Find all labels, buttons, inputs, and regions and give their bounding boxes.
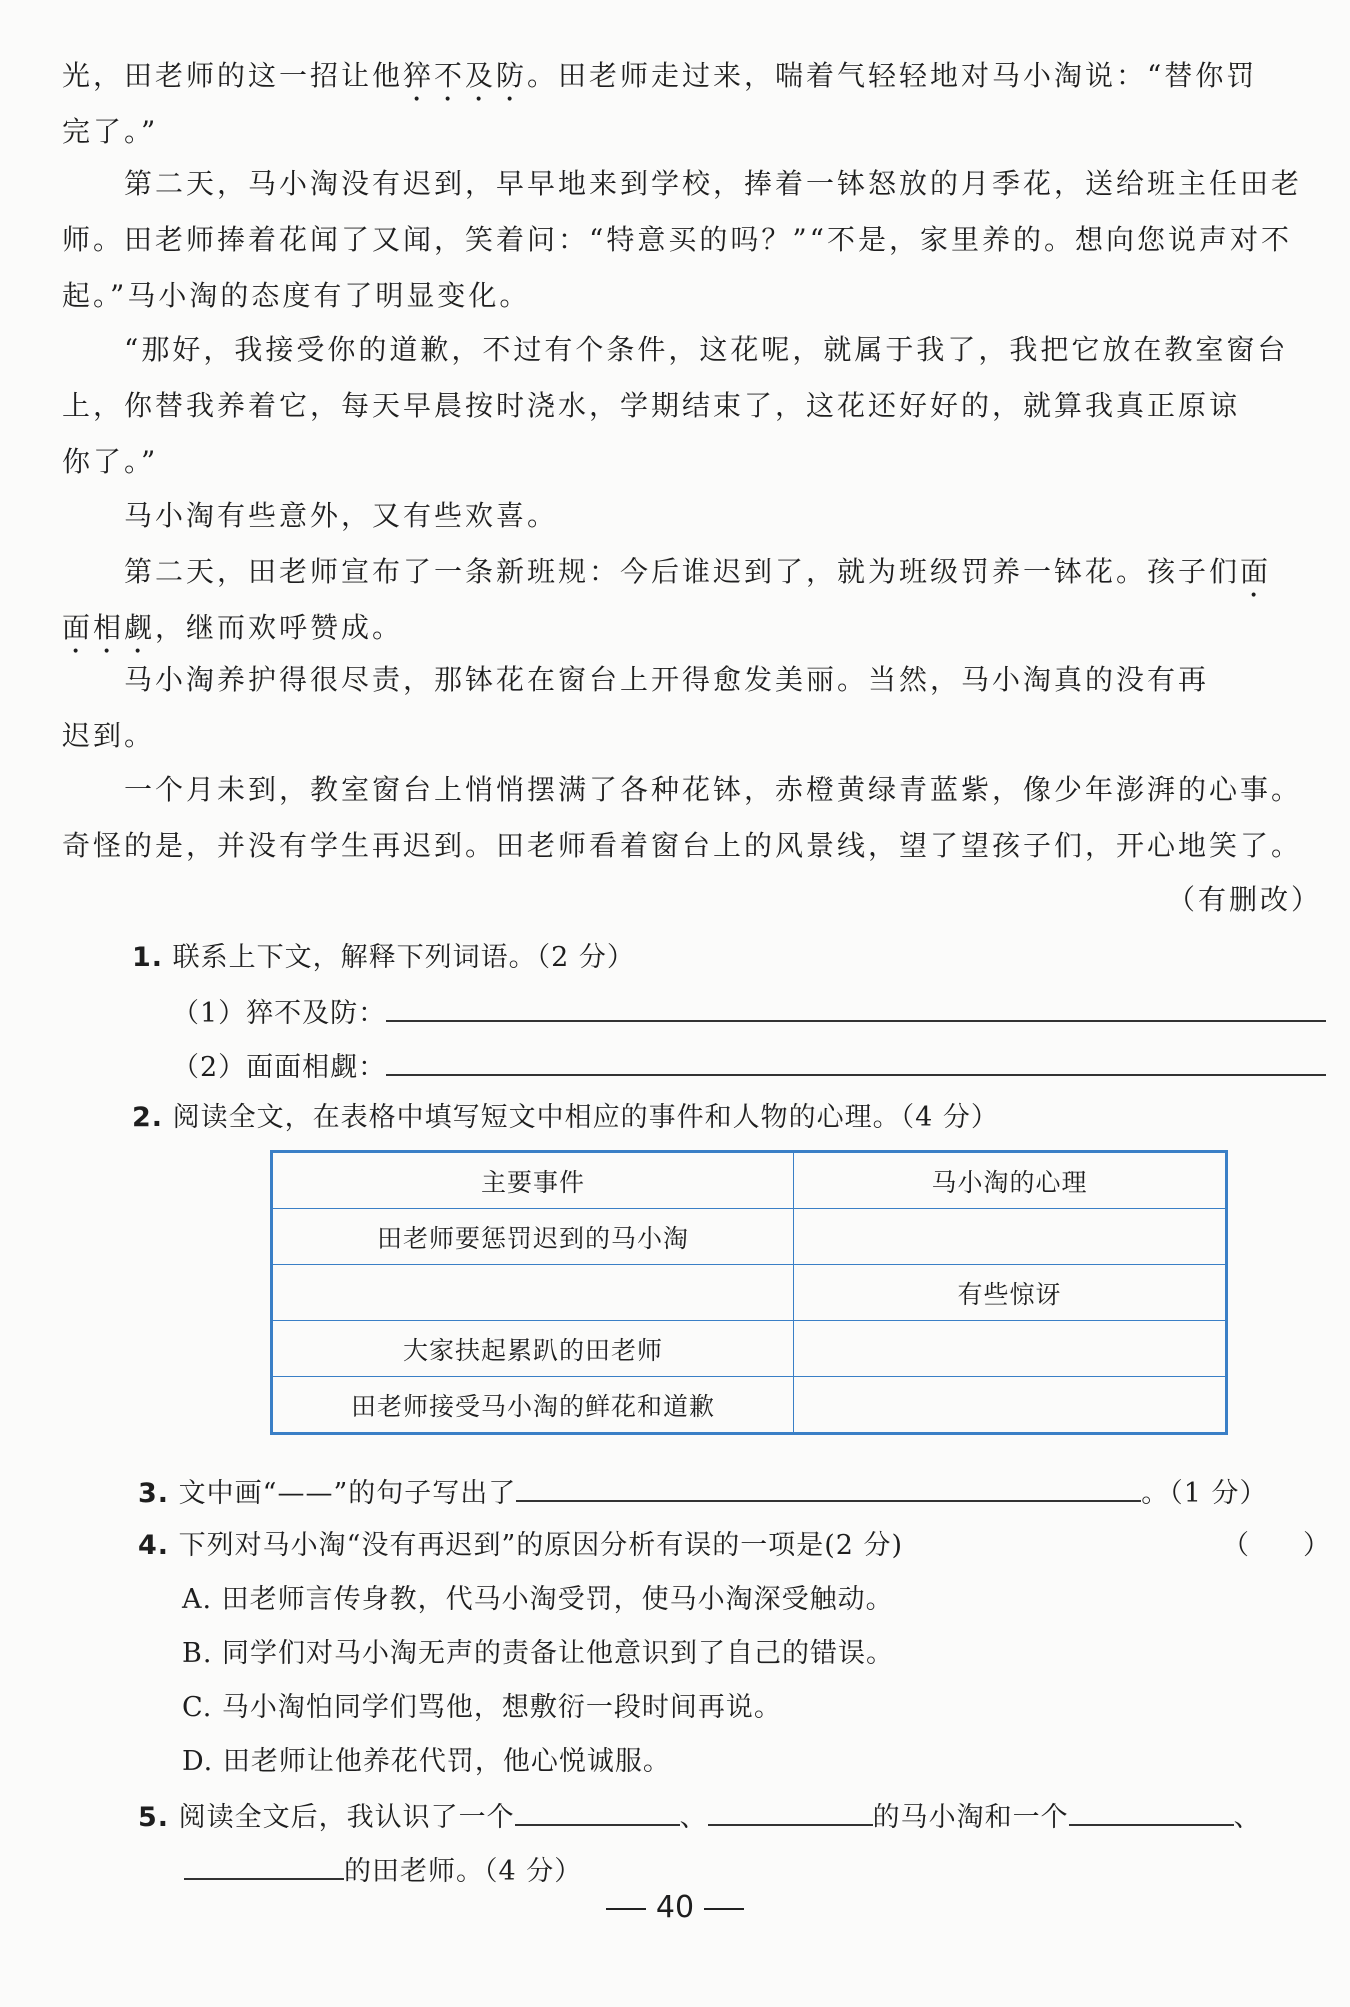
answer-cell[interactable] [794, 1377, 1227, 1434]
passage-text: 光，田老师的这一招让他 [62, 59, 404, 92]
question-5 [138, 1796, 1262, 1838]
table-cell: 田老师要惩罚迟到的马小淘 [272, 1209, 794, 1265]
option-a[interactable]: A. 田老师言传身教，代马小淘受罚，使马小淘深受触动。 [182, 1584, 894, 1615]
question-text: 的马小淘和一个 [872, 1802, 1069, 1833]
passage-line-13: 迟到。 [62, 719, 156, 752]
question-1 [132, 938, 635, 978]
passage-line-8: 你了。” [62, 445, 159, 478]
question-number: 3. [138, 1478, 170, 1509]
answer-blank[interactable] [708, 1796, 873, 1826]
passage-line-14: 一个月未到，教室窗台上悄悄摆满了各种花钵，赤橙黄绿青蓝紫，像少年澎湃的心事。 [124, 773, 1303, 806]
events-table [270, 1150, 1228, 1435]
answer-cell[interactable] [794, 1209, 1227, 1265]
question-2 [132, 1098, 999, 1138]
page-number [0, 1890, 1350, 1925]
passage-text: 第二天，田老师宣布了一条新班规：今后谁迟到了，就为班级罚养一钵花。孩子们 [124, 555, 1241, 588]
option-b[interactable]: B. 同学们对马小淘无声的责备让他意识到了自己的错误。 [182, 1638, 895, 1669]
passage-line-10 [124, 552, 1350, 604]
table-row [272, 1377, 1227, 1434]
sub-question-label: （2）面面相觑： [172, 1052, 387, 1083]
passage-line-7: 上，你替我养着它，每天早晨按时浇水，学期结束了，这花还好好的，就算我真正原谅 [62, 389, 1241, 422]
emphasized-word: 面相觑 [62, 611, 156, 644]
question-text: 下列对马小淘“没有再迟到”的原因分析有误的一项是(2 分) [178, 1530, 904, 1561]
answer-blank[interactable] [1069, 1796, 1234, 1826]
passage-text: 。田老师走过来，喘着气轻轻地对马小淘说：“替你罚 [527, 59, 1258, 92]
question-text: 阅读全文后，我认识了一个 [178, 1802, 515, 1833]
table-cell: 大家扶起累趴的田老师 [272, 1321, 794, 1377]
emphasized-word: 猝不及防 [403, 59, 528, 92]
answer-blank[interactable] [515, 1796, 680, 1826]
page-number-text: 40 [655, 1890, 695, 1925]
question-text: 联系上下文，解释下列词语。（2 分） [172, 942, 635, 973]
question-number: 4. [138, 1530, 170, 1561]
passage-text: ，继而欢呼赞成。 [155, 611, 404, 644]
answer-cell[interactable] [272, 1265, 794, 1321]
passage-line-4: 师。田老师捧着花闻了又闻，笑着问：“特意买的吗？”“不是，家里养的。想向您说声对不 [62, 223, 1292, 256]
sub-question-label: （1）猝不及防： [172, 998, 387, 1029]
question-text: 阅读全文，在表格中填写短文中相应的事件和人物的心理。（4 分） [172, 1102, 999, 1133]
table-header: 马小淘的心理 [794, 1152, 1227, 1209]
passage-line-3: 第二天，马小淘没有迟到，早早地来到学校，捧着一钵怒放的月季花，送给班主任田老 [124, 167, 1303, 200]
answer-parentheses[interactable]: （ ） [1222, 1530, 1330, 1561]
passage-line-12: 马小淘养护得很尽责，那钵花在窗台上开得愈发美丽。当然，马小淘真的没有再 [124, 663, 1210, 696]
question-text: 。（1 分） [1141, 1478, 1268, 1509]
question-number: 2. [132, 1102, 164, 1133]
dash-left [606, 1908, 646, 1910]
answer-blank[interactable] [516, 1472, 1141, 1502]
passage-line-5: 起。”马小淘的态度有了明显变化。 [62, 279, 531, 312]
passage-line-15: 奇怪的是，并没有学生再迟到。田老师看着窗台上的风景线，望了望孩子们，开心地笑了。 [62, 829, 1303, 862]
passage-line-1 [62, 56, 1322, 108]
answer-cell[interactable] [794, 1321, 1227, 1377]
table-row [272, 1265, 1227, 1321]
emphasized-word: 面 [1240, 555, 1272, 588]
separator: 、 [1233, 1802, 1262, 1833]
question-5-continued [184, 1850, 582, 1892]
table-header-row [272, 1152, 1227, 1209]
dash-right [704, 1908, 744, 1910]
answer-blank[interactable] [184, 1850, 344, 1880]
answer-blank[interactable] [386, 992, 1326, 1022]
answer-blank[interactable] [386, 1046, 1326, 1076]
source-note: （有删改） [1166, 883, 1322, 916]
separator: 、 [679, 1802, 708, 1833]
passage-line-6: “那好，我接受你的道歉，不过有个条件，这花呢，就属于我了，我把它放在教室窗台 [124, 333, 1289, 366]
question-number: 1. [132, 942, 164, 973]
option-d[interactable]: D. 田老师让他养花代罚，他心悦诚服。 [182, 1746, 671, 1777]
question-number: 5. [138, 1802, 170, 1833]
passage-line-9: 马小淘有些意外，又有些欢喜。 [124, 499, 559, 532]
table-header: 主要事件 [272, 1152, 794, 1209]
table-row [272, 1209, 1227, 1265]
question-4 [138, 1526, 903, 1566]
question-1-sub-1 [172, 992, 1326, 1034]
question-1-sub-2 [172, 1046, 1326, 1088]
question-text: 的田老师。（4 分） [344, 1856, 583, 1887]
passage-line-11 [62, 608, 1322, 660]
question-3 [138, 1472, 1268, 1514]
table-cell: 田老师接受马小淘的鲜花和道歉 [272, 1377, 794, 1434]
option-c[interactable]: C. 马小淘怕同学们骂他，想敷衍一段时间再说。 [182, 1692, 782, 1723]
table-cell: 有些惊讶 [794, 1265, 1227, 1321]
passage-line-2: 完了。” [62, 115, 159, 148]
table-row [272, 1321, 1227, 1377]
question-text: 文中画“——”的句子写出了 [178, 1478, 517, 1509]
